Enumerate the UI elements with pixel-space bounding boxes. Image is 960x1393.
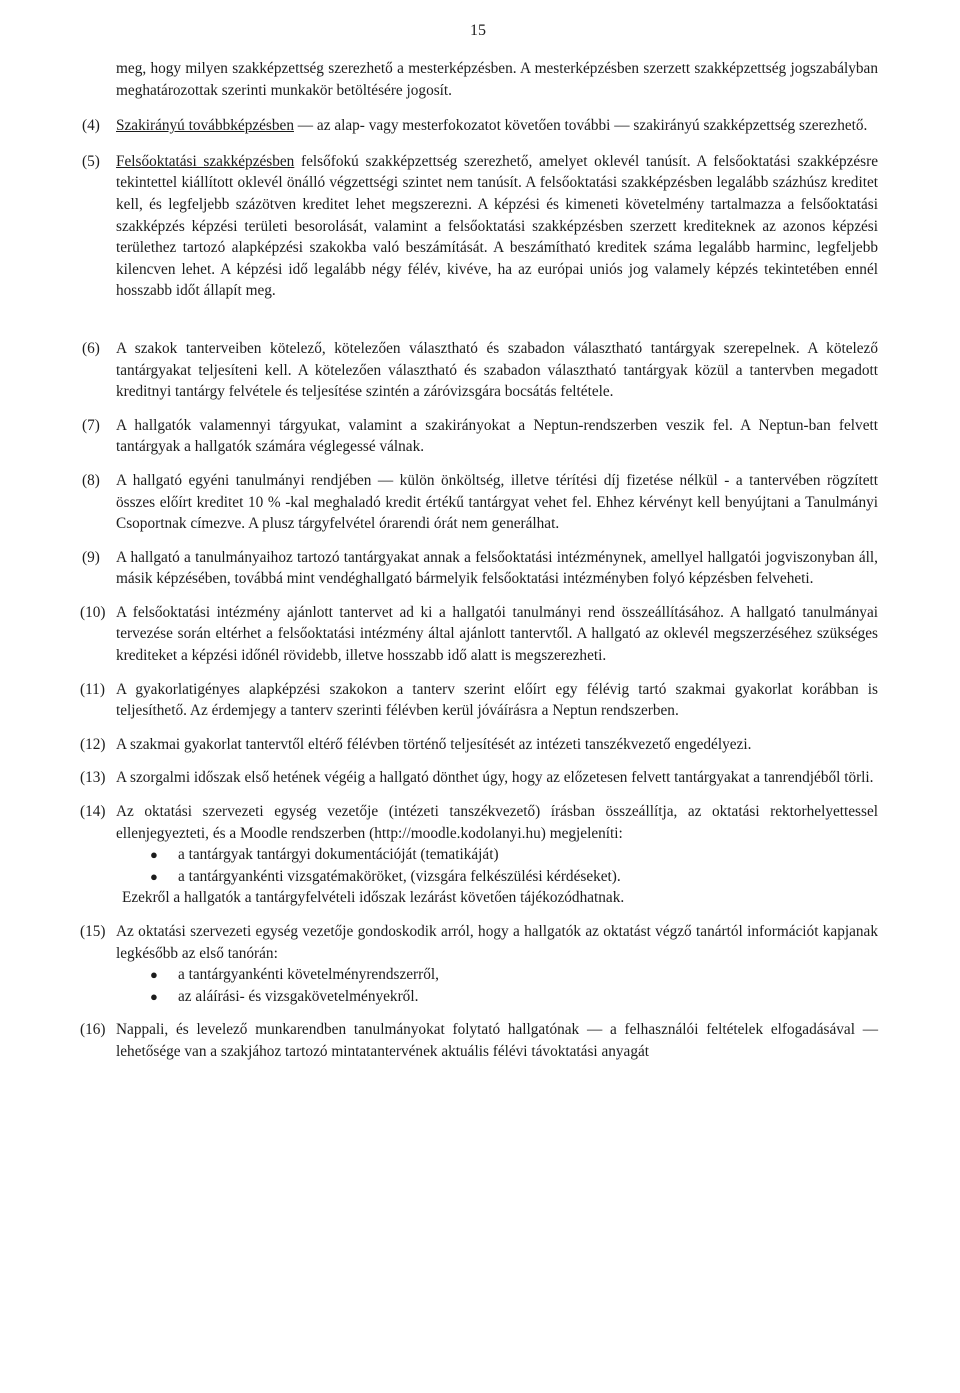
paragraph-text: Nappali, és levelező munkarendben tanulmányokat folytató hallgatónak — a felhasználói feltételek elfogadásával — lehetősége van a szakjához tartozó mintatantervének aktuális félévi távoktatási anyagát: [116, 1021, 878, 1060]
bullet-icon: ●: [150, 847, 158, 863]
intro-paragraph: meg, hogy milyen szakképzettség szerezhető a mesterképzésben. A mesterképzésben szerzett szakképzettség jogszabályban meghatározottak szerinti munkakör betöltésére jogosít.: [116, 60, 878, 99]
defined-term: Szakirányú továbbképzésben: [116, 117, 294, 135]
paragraph-text: A szakmai gyakorlat tantervtől eltérő félévben történő teljesítését az intézeti tanszékvezető engedélyezi.: [116, 735, 752, 753]
paragraph-text: felsőfokú szakképzettség szerezhető, amelyet oklevél tanúsít. A felsőoktatási szakképzésre tekintettel kiállított oklevél önálló végzettségi szintet nem tanúsít. A felsőoktatási szakképzésben legalább százhúsz kreditet kell, és legfeljebb százötven kreditet lehet megszerezni. A képzési és kimeneti követelmény tartalmazza a felsőoktatási szakképzés képzési területi besorolását, valamint a felsőoktatási szakképzésben szerzett krediteknek az azonos képzési területhez tartozó alapképzési szakokba való beszámítását. A beszámítható kreditek száma legalább harminc, legfeljebb kilencven lehet. A képzési idő legalább négy félév, kivéve, ha az európai uniós jog valamely képzés tekintetében ennél hosszabb időt állapít meg.: [116, 152, 879, 300]
paragraph-number: (16): [80, 1021, 106, 1039]
paragraph-text: A szakok tanterveiben kötelező, kötelezően választható és szabadon választható tantárgyak szerepelnek. A kötelező tantárgyakat teljesíteni kell. A kötelezően választható és szabadon választható tantárgyak közül a tantervben megadott kreditnyi tantárgy felvétele és teljesítése szintén a záróvizsgára bocsátás feltétele.: [116, 339, 878, 401]
paragraph-12: [80, 734, 878, 756]
paragraph-text: A hallgató egyéni tanulmányi rendjében — külön önköltség, illetve térítési díj fizetése nélkül - a tantervében rögzített összes előírt kreditet 10 % -kal meghaladó kredit értékű tantárgyat vehet fel. Ehhez kérvényt kell benyújtani a Tanulmányi Csoportnak címezve. A plusz tárgyfelvétel órarendi órát nem generálhat.: [116, 471, 878, 533]
paragraph-number: (15): [80, 923, 106, 940]
list-item-text: az aláírási- és vizsgakövetelményekről.: [178, 987, 419, 1005]
defined-term: Felsőoktatási szakképzésben: [116, 152, 295, 170]
paragraph-text: A gyakorlatigényes alapképzési szakokon a tanterv szerint előírt egy félévig tartó szakmai gyakorlat korábban is teljesíthető. Az érdemjegy a tanterv szerinti félévben kerül jóváírásra a Neptun rendszerben.: [116, 680, 878, 720]
paragraph-6: [82, 338, 878, 403]
bullet-icon: ●: [150, 967, 158, 983]
paragraph-7: [82, 415, 878, 458]
paragraph-text: Ezekről a hallgatók a tantárgyfelvételi időszak lezárást követően tájékozódhatnak.: [122, 889, 625, 907]
list-item: [116, 866, 878, 888]
list-item: [116, 986, 878, 1008]
list-item-text: a tantárgyankénti vizsgatémaköröket, (vizsgára felkészülési kérdéseket).: [178, 867, 621, 885]
paragraph-9: [82, 547, 878, 590]
bullet-icon: ●: [150, 868, 158, 884]
paragraph-text: A hallgatók valamennyi tárgyukat, valamint a szakirányokat a Neptun-rendszerben veszik fel. A Neptun-ban felvett tantárgyak a hallgatók számára véglegessé válnak.: [116, 416, 878, 456]
paragraph-text: A felsőoktatási intézmény ajánlott tantervet ad ki a hallgatói tanulmányi rend összeállításához. A hallgató tanulmányai tervezése során eltérhet a felsőoktatási intézmény által ajánlott tantervtől. A hallgató az oklevél megszerzéséhez szükséges krediteket a képzési időnél rövidebb, illetve hosszabb idő alatt is megszerezheti.: [116, 603, 878, 665]
paragraph-text: A hallgató a tanulmányaihoz tartozó tantárgyakat annak a felsőoktatási intézménynek, amellyel hallgatói jogviszonyban áll, másik képzésében, továbbá mint vendéghallgató bármelyik felsőoktatási intézményben folyó képzésben felveheti.: [116, 548, 878, 588]
paragraph-number: (13): [80, 769, 106, 787]
paragraph-number: (14): [80, 803, 106, 821]
paragraph-number: (6): [82, 339, 100, 357]
paragraph-13: [80, 767, 878, 789]
paragraph-number: (7): [82, 416, 100, 434]
list-item-text: a tantárgyak tantárgyi dokumentációját (tematikáját): [178, 846, 499, 864]
paragraph-number: (4): [82, 117, 100, 135]
list-item-text: a tantárgyankénti követelményrendszerről,: [178, 966, 439, 984]
paragraph-4: [82, 115, 878, 137]
paragraph-text: Az oktatási szervezeti egység vezetője gondoskodik arról, hogy a hallgatók az oktatást végző tanártól információt kapjanak legkésőbb az első tanórán:: [116, 923, 878, 962]
paragraph-16: [80, 1019, 878, 1062]
paragraph-number: (12): [80, 735, 106, 753]
document-body: [80, 58, 879, 1063]
list-item: [116, 844, 878, 866]
paragraph-text: A szorgalmi időszak első hetének végéig a hallgató dönthet úgy, hogy az előzetesen felvett tantárgyakat a tanrendjéből törli.: [116, 769, 874, 787]
paragraph-8: [82, 470, 878, 535]
paragraph-text: — az alap- vagy mesterfokozatot követően további — szakirányú szakképzettség szerezhető.: [293, 117, 868, 135]
list-item: [116, 964, 878, 986]
bullet-list: [116, 844, 878, 887]
paragraph-number: (10): [80, 603, 106, 621]
paragraph-14: [80, 801, 878, 909]
paragraph-number: (11): [80, 680, 105, 698]
paragraph-11: [80, 679, 878, 722]
paragraph-text: Az oktatási szervezeti egység vezetője (intézeti tanszékvezető) írásban összeállítja, az oktatási rektorhelyettessel ellenjegyezteti, és a Moodle rendszerben (http://moodle.kodolanyi.hu) megjeleníti:: [116, 803, 878, 842]
page-number: 15: [470, 22, 486, 39]
paragraph-number: (5): [82, 152, 100, 170]
paragraph-number: (8): [82, 471, 100, 489]
paragraph-15: [80, 921, 878, 1007]
paragraph-5: [82, 151, 879, 302]
paragraph-number: (9): [82, 548, 100, 566]
bullet-icon: ●: [150, 988, 158, 1004]
bullet-list: [116, 964, 878, 1007]
paragraph-10: [80, 602, 878, 667]
